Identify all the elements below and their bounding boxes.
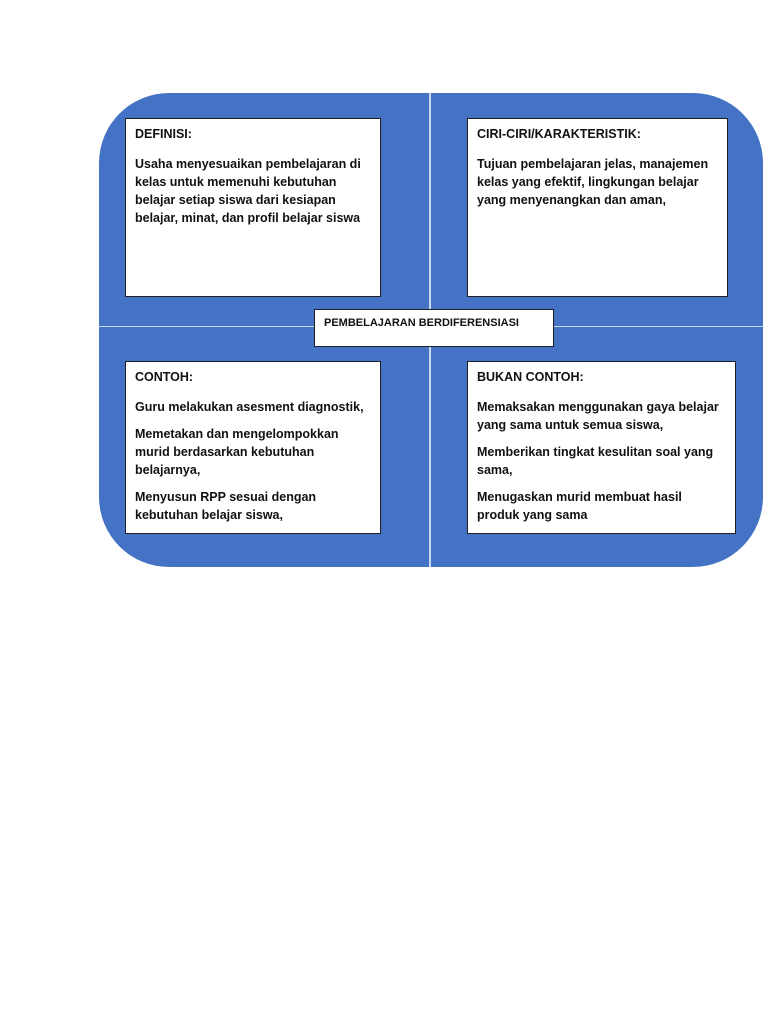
- center-title-box: [314, 309, 554, 347]
- non-example-item: Memaksakan menggunakan gaya belajar yang sama untuk semua siswa,: [477, 400, 719, 432]
- center-title: PEMBELAJARAN BERDIFERENSIASI: [324, 317, 519, 329]
- characteristics-text: Tujuan pembelajaran jelas, manajemen kelas yang efektif, lingkungan belajar yang menyenangkan dan aman,: [477, 157, 709, 207]
- definition-box: [125, 118, 381, 297]
- non-example-item: Memberikan tingkat kesulitan soal yang sama,: [477, 445, 714, 477]
- example-item: Guru melakukan asesment diagnostik,: [135, 400, 364, 414]
- non-example-item: Menugaskan murid membuat hasil produk yang sama: [477, 490, 682, 522]
- definition-text: Usaha menyesuaikan pembelajaran di kelas untuk memenuhi kebutuhan belajar setiap siswa dari kesiapan belajar, minat, dan profil belajar siswa: [135, 157, 361, 225]
- non-examples-box: [467, 361, 736, 534]
- definition-heading: DEFINISI:: [135, 127, 192, 141]
- example-item: Memetakan dan mengelompokkan murid berdasarkan kebutuhan belajarnya,: [135, 427, 339, 477]
- non-examples-heading: BUKAN CONTOH:: [477, 370, 584, 384]
- characteristics-heading: CIRI-CIRI/KARAKTERISTIK:: [477, 127, 641, 141]
- characteristics-box: [467, 118, 728, 297]
- examples-box: [125, 361, 381, 534]
- examples-heading: CONTOH:: [135, 370, 194, 384]
- example-item: Menyusun RPP sesuai dengan kebutuhan belajar siswa,: [135, 490, 317, 522]
